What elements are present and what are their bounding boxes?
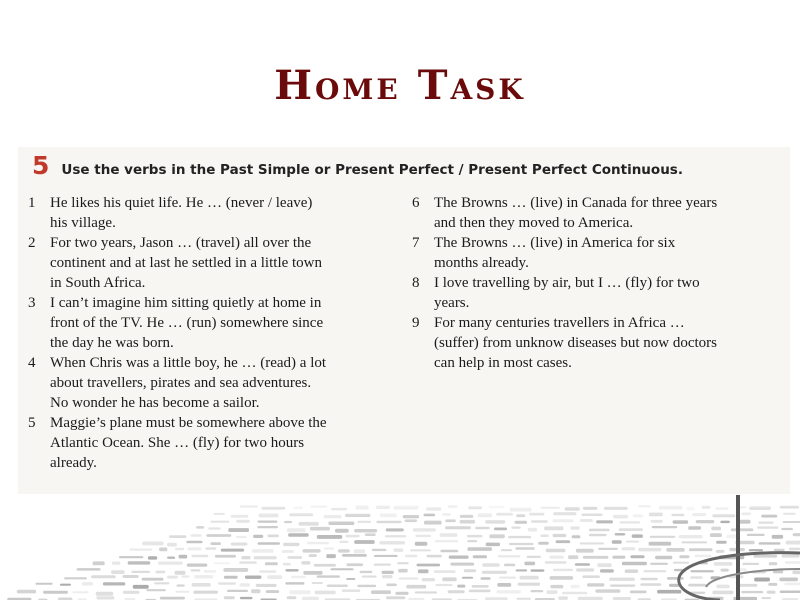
task-line: The Browns … (live) in Canada for three years bbox=[434, 195, 718, 211]
task-text bbox=[50, 293, 323, 353]
task-line: the day he was born. bbox=[50, 335, 174, 351]
decorative-bottom-pattern bbox=[0, 495, 800, 600]
task-number: 3 bbox=[28, 295, 36, 311]
right-column bbox=[412, 193, 782, 373]
task-line: can help in most cases. bbox=[434, 355, 572, 371]
task-line: (suffer) from unknow diseases but now doctors bbox=[434, 335, 718, 351]
task-text bbox=[434, 233, 675, 273]
task-line: Atlantic Ocean. She … (fly) for two hours bbox=[50, 435, 305, 451]
task-line: and then they moved to America. bbox=[434, 215, 634, 231]
task-line: months already. bbox=[434, 255, 529, 271]
task-item bbox=[28, 233, 393, 293]
task-line: his village. bbox=[50, 215, 116, 231]
task-number: 8 bbox=[412, 275, 420, 291]
task-line: years. bbox=[434, 295, 470, 311]
task-line: I love travelling by air, but I … (fly) for two bbox=[434, 275, 700, 291]
task-number: 7 bbox=[412, 235, 420, 251]
exercise-number: 5 bbox=[32, 151, 50, 180]
task-text bbox=[50, 413, 327, 473]
task-line: front of the TV. He … (run) somewhere since bbox=[50, 315, 324, 331]
task-text bbox=[50, 353, 326, 413]
task-line: in South Africa. bbox=[50, 275, 146, 291]
task-text bbox=[434, 313, 717, 373]
task-text bbox=[434, 193, 717, 233]
task-line: The Browns … (live) in America for six bbox=[434, 235, 676, 251]
task-line: about travellers, pirates and sea adventures. bbox=[50, 375, 312, 391]
task-line: already. bbox=[50, 455, 97, 471]
task-number: 5 bbox=[28, 415, 36, 431]
task-text bbox=[50, 233, 322, 293]
left-column bbox=[28, 193, 393, 473]
task-text bbox=[434, 273, 700, 313]
task-number: 4 bbox=[28, 355, 36, 371]
task-item bbox=[412, 313, 782, 373]
task-number: 1 bbox=[28, 195, 36, 211]
task-item bbox=[28, 413, 393, 473]
task-item bbox=[28, 353, 393, 413]
task-line: No wonder he has become a sailor. bbox=[50, 395, 260, 411]
task-number: 6 bbox=[412, 195, 420, 211]
task-item bbox=[412, 273, 782, 313]
task-line: For two years, Jason … (travel) all over the bbox=[50, 235, 312, 251]
exercise-header bbox=[32, 151, 683, 180]
task-item bbox=[28, 193, 393, 233]
exercise-instruction: Use the verbs in the Past Simple or Present Perfect / Present Perfect Continuous. bbox=[61, 162, 683, 178]
task-item bbox=[412, 233, 782, 273]
task-line: Maggie’s plane must be somewhere above the bbox=[50, 415, 327, 431]
task-text bbox=[50, 193, 312, 233]
task-item bbox=[28, 293, 393, 353]
task-item bbox=[412, 193, 782, 233]
slide-title: Home Task bbox=[274, 62, 526, 109]
task-number: 9 bbox=[412, 315, 420, 331]
exercise-card bbox=[18, 147, 790, 494]
task-line: When Chris was a little boy, he … (read) a lot bbox=[50, 355, 327, 371]
task-line: continent and at last he settled in a little town bbox=[50, 255, 323, 271]
task-line: He likes his quiet life. He … (never / leave) bbox=[50, 195, 313, 211]
task-line: For many centuries travellers in Africa … bbox=[434, 315, 685, 331]
task-number: 2 bbox=[28, 235, 36, 251]
task-line: I can’t imagine him sitting quietly at home in bbox=[50, 295, 322, 311]
